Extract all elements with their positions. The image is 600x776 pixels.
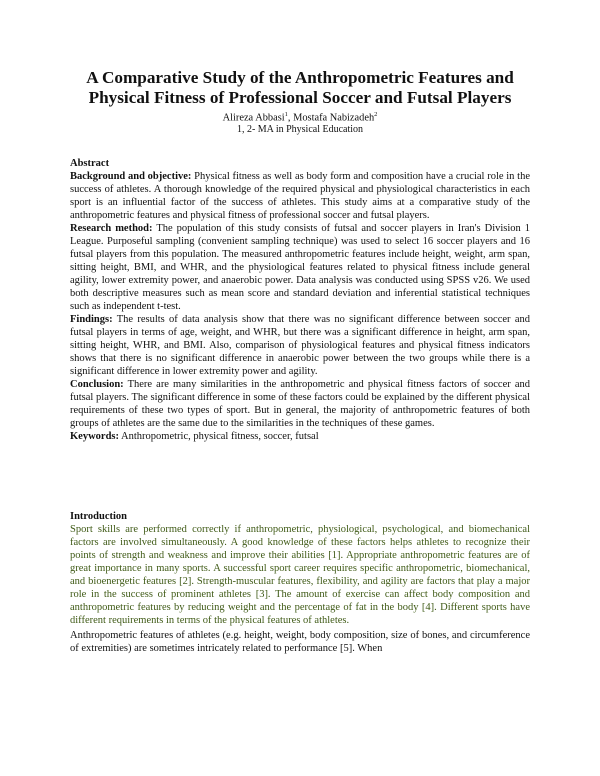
keywords-label: Keywords: xyxy=(70,431,119,443)
findings-label: Findings: xyxy=(70,314,113,326)
affiliation: 1, 2- MA in Physical Education xyxy=(236,124,364,136)
abstract-heading: Abstract xyxy=(70,158,110,170)
introduction-heading: Introduction xyxy=(70,511,127,523)
paper-page xyxy=(70,68,530,657)
background-label: Background and objective: xyxy=(70,171,192,183)
introduction-section xyxy=(70,510,530,655)
introduction-paragraph-1: Sport skills are performed correctly if anthropometric, physiological, psychological, and biomechanical factors are involved simultaneously. A good knowledge of these factors helps athletes to recognize their points of strength and weakness and improve their abilities [1]. Appropriate anthropometric features are of great importance in many sports. A successful sport career requires specific anthropometric, biomechanical, and bioenergetic features [2]. Strength-muscular features, flexibility, and agility are factors that play a major role in the success of prominent athletes [3]. The amount of exercise can affect body composition and anthropometric features by reducing weight and the percentage of fat in the body [4]. Different sports have different requirements in terms of the physical features of athletes. xyxy=(70,524,530,627)
abstract-keywords xyxy=(70,430,530,443)
abstract-conclusion xyxy=(70,378,530,430)
abstract-findings xyxy=(70,313,530,378)
title-line-1: A Comparative Study of the Anthropometric Features and xyxy=(86,68,514,87)
author-line xyxy=(70,109,530,124)
author-1-sup: 1 xyxy=(284,111,288,118)
author-1: Alireza Abbasi xyxy=(222,112,285,124)
conclusion-label: Conclusion: xyxy=(70,379,124,391)
findings-text: The results of data analysis show that there was no significant difference between soccer and futsal players in terms of age, weight, and WHR, but there was a significant difference in height, arm span, sitting height, WHR, and BMI. Also, comparison of physiological features and physical fitness indicators shows that there is no significant difference in anaerobic power between the two groups while there is a significant difference in lower extremity power and agility. xyxy=(70,314,530,378)
method-text: The population of this study consists of futsal and soccer players in Iran's Division 1 League. Purposeful sampling (convenient sampling technique) was used to select 16 soccer players and 16 futsal players from this population. The measured anthropometric features include height, weight, arm span, sitting height, BMI, and WHR, and the physiological features related to physical fitness include general agility, lower extremity power, and anaerobic power. Data analysis was conducted using SPSS v26. We used both descriptive measures such as mean score and standard deviation and inferential statistical techniques such as independent t-test. xyxy=(70,223,531,313)
keywords-text: Anthropometric, physical fitness, soccer, futsal xyxy=(119,431,319,443)
abstract-method xyxy=(70,222,530,313)
author-2-sup: 2 xyxy=(374,111,378,118)
introduction-paragraph-2: Anthropometric features of athletes (e.g. height, weight, body composition, size of bones, and circumference of extremities) are sometimes intricately related to performance [5]. When xyxy=(70,630,530,655)
background-text: Physical fitness as well as body form and composition have a crucial role in the success of athletes. A thorough knowledge of the required physical and physiological characteristics in each sport is an influential factor of the success of athletes. This study aims at a comparative study of the anthropometric features and physical fitness of professional soccer and futsal players. xyxy=(70,171,531,222)
title-line-2: Physical Fitness of Professional Soccer and Futsal Players xyxy=(88,88,512,107)
conclusion-text: There are many similarities in the anthropometric and physical fitness factors of soccer and futsal players. The significant difference in some of these factors could be explained by the different physical requirements of these two types of sport. But in general, the majority of anthropometric features of both groups of athletes are the same due to the similarities in the techniques of these games. xyxy=(70,379,530,430)
author-2: , Mostafa Nabizadeh xyxy=(287,112,375,124)
abstract-background xyxy=(70,170,530,222)
paper-title xyxy=(70,68,530,108)
method-label: Research method: xyxy=(70,223,153,235)
